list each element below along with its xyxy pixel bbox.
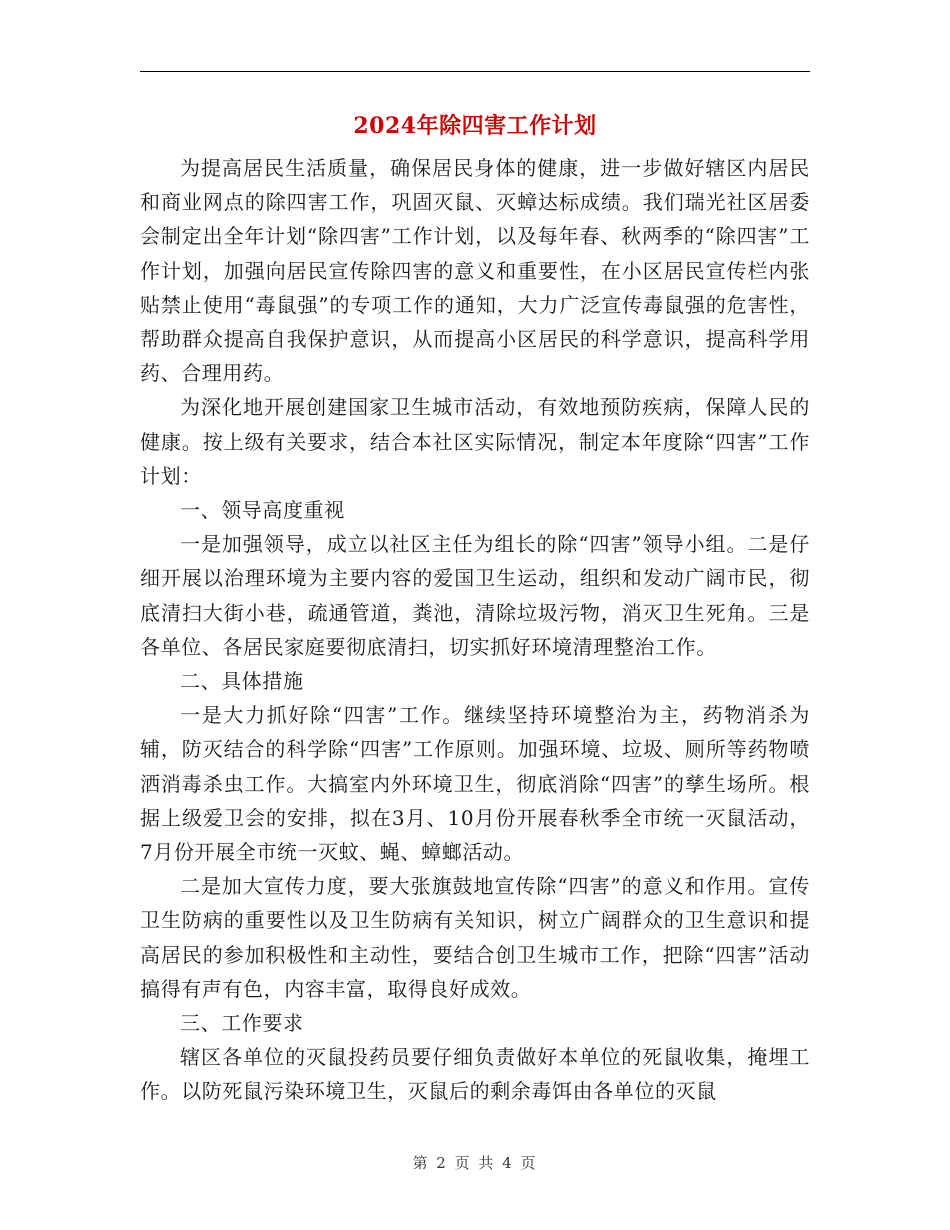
header-rule	[140, 71, 810, 72]
paragraph-purpose: 为深化地开展创建国家卫生城市活动，有效地预防疾病，保障人民的健康。按上级有关要求，结合本社区实际情况，制定本年度除“四害”工作计划：	[140, 395, 810, 488]
section-heading-requirements: 三、工作要求	[180, 1011, 304, 1036]
section-heading-leadership: 一、领导高度重视	[180, 498, 345, 523]
page-number-footer: 第 2 页 共 4 页	[412, 1154, 538, 1172]
paragraph-intro: 为提高居民生活质量，确保居民身体的健康，进一步做好辖区内居民和商业网点的除四害工作，巩固灭鼠、灭蟑达标成绩。我们瑞光社区居委会制定出全年计划“除四害”工作计划，以及每年春、秋两季的“除四害”工作计划，加强向居民宣传除四害的意义和重要性，在小区居民宣传栏内张贴禁止使用“毒鼠强”的专项工作的通知，大力广泛宣传毒鼠强的危害性，帮助群众提高自我保护意识，从而提高小区居民的科学意识，提高科学用药、合理用药。	[140, 156, 810, 386]
paragraph-measures-2: 二是加大宣传力度，要大张旗鼓地宣传除“四害”的意义和作用。宣传卫生防病的重要性以及卫生防病有关知识，树立广阔群众的卫生意识和提高居民的参加积极性和主动性，要结合创卫生城市工作，把除“四害”活动搞得有声有色，内容丰富，取得良好成效。	[140, 874, 810, 1001]
paragraph-measures-1: 一是大力抓好除“四害”工作。继续坚持环境整治为主，药物消杀为辅，防灭结合的科学除“四害”工作原则。加强环境、垃圾、厕所等药物喷洒消毒杀虫工作。大搞室内外环境卫生，彻底消除“四害”的孳生场所。根据上级爱卫会的安排，拟在3月、10月份开展春秋季全市统一灭鼠活动，7月份开展全市统一灭蚊、蝇、蟑螂活动。	[140, 703, 810, 865]
document-title: 2024年除四害工作计划	[353, 113, 597, 139]
paragraph-leadership: 一是加强领导，成立以社区主任为组长的除“四害”领导小组。二是仔细开展以治理环境为主要内容的爱国卫生运动，组织和发动广阔市民，彻底清扫大街小巷，疏通管道，粪池，清除垃圾污物，消灭卫生死角。三是各单位、各居民家庭要彻底清扫，切实抓好环境清理整治工作。	[140, 532, 810, 659]
document-body	[140, 151, 810, 1109]
paragraph-requirements: 辖区各单位的灭鼠投药员要仔细负责做好本单位的死鼠收集，掩埋工作。以防死鼠污染环境卫生，灭鼠后的剩余毒饵由各单位的灭鼠	[140, 1045, 810, 1104]
section-heading-measures: 二、具体措施	[180, 669, 304, 694]
